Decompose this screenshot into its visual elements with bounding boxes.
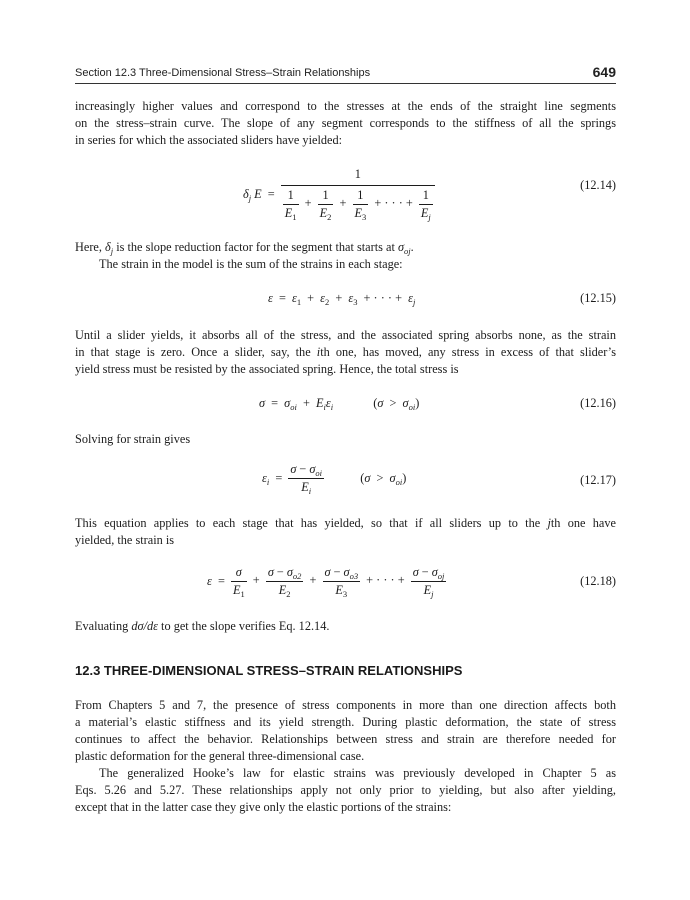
text-line: increasingly higher values and correspond to the stresses at the ends of the straight line segments: [75, 99, 616, 113]
equals-sign: =: [217, 574, 225, 588]
subscript: oj: [404, 246, 411, 256]
equation-12-15: [268, 291, 415, 306]
subscript: oi: [395, 477, 403, 487]
section-label: Section 12.3 Three-Dimensional Stress–Strain Relationships: [75, 67, 371, 79]
subscript: 2: [286, 589, 291, 599]
sigma: σ: [324, 565, 331, 579]
running-header: [75, 64, 616, 83]
subscript: 3: [362, 212, 367, 222]
equals-sign: =: [278, 291, 286, 305]
sigma: σ: [309, 462, 316, 476]
subscript: 2: [325, 297, 330, 307]
subscript: oi: [290, 402, 297, 412]
eq18-lhs: [207, 574, 228, 589]
paren: (: [360, 471, 365, 485]
equation-number: (12.16): [580, 396, 616, 410]
plus-sign: +: [252, 573, 260, 588]
paren: ): [402, 471, 407, 485]
paragraph-5: [75, 515, 616, 549]
plus-sign: +: [307, 291, 315, 305]
epsilon: ε: [268, 291, 273, 305]
subscript: j: [110, 246, 114, 256]
numerator: 1: [281, 167, 435, 186]
paragraph-8: [75, 765, 616, 816]
text-run: This equation applies to each stage that has yielded, so that if all sliders up to the: [75, 516, 548, 530]
subscript: j: [428, 212, 431, 222]
text-line: [75, 618, 616, 635]
E: E: [354, 206, 363, 220]
text-line: Solving for strain gives: [75, 432, 191, 446]
sigma: σ: [343, 565, 350, 579]
epsilon: ε: [325, 396, 331, 410]
section-heading: 12.3 THREE-DIMENSIONAL STRESS–STRAIN RELATIONSHIPS: [75, 663, 463, 678]
epsilon: ε: [262, 471, 267, 485]
sigma: σ: [267, 565, 274, 579]
E: E: [301, 480, 309, 494]
text-line: a material’s elastic stiffness and its yield strength. During plastic deformation, the state of stress: [75, 715, 616, 729]
denominator: [288, 479, 324, 495]
numerator: [266, 565, 304, 582]
plus-sign: +: [335, 291, 343, 305]
text-line: The strain in the model is the sum of the strains in each stage:: [99, 257, 403, 271]
E: E: [319, 206, 328, 220]
ellipsis: + · · · +: [366, 573, 405, 588]
subscript: o3: [349, 571, 359, 581]
text-line: continues to affect the behavior. Relationships between stress and strain are therefore needed for: [75, 732, 616, 746]
italic-j: j: [547, 516, 551, 530]
equation-number: (12.14): [580, 178, 616, 192]
text-run: Here,: [75, 240, 106, 254]
text-line: [75, 344, 616, 361]
text-run: in that stage is zero. Once a slider, say, the: [75, 345, 317, 359]
subscript: j: [412, 297, 416, 307]
sigma: σ: [431, 565, 438, 579]
fraction-term: [419, 188, 433, 221]
paren: (: [373, 396, 378, 410]
text-line: Eqs. 5.26 and 5.27. These relationships apply not only prior to yielding, but also after yielding,: [75, 783, 616, 797]
subscript: 1: [240, 589, 245, 599]
fraction-term: [353, 188, 369, 221]
term-numerator: 1: [318, 188, 334, 205]
text-run: th one, has moved, any stress in excess of that slider’s: [320, 345, 616, 359]
numerator: [288, 462, 324, 479]
subscript: j: [431, 589, 434, 599]
equation-number: (12.15): [580, 291, 616, 305]
E: E: [232, 583, 241, 597]
paragraph-6: [75, 618, 616, 635]
subscript: i: [266, 477, 270, 487]
fraction-term: [323, 565, 361, 598]
equation-12-17: [262, 462, 406, 495]
paren: ): [415, 396, 420, 410]
E: E: [335, 583, 343, 597]
subscript: 1: [296, 297, 302, 307]
denominator: [266, 582, 304, 598]
term-numerator: 1: [419, 188, 433, 205]
header-rule: [75, 83, 616, 84]
minus-sign: −: [276, 565, 284, 579]
eq14-lhs: [243, 187, 278, 202]
text-run: to get the slope verifies Eq. 12.14.: [157, 619, 330, 633]
E: E: [315, 396, 324, 410]
fraction-term: [283, 188, 299, 221]
subscript: i: [323, 402, 326, 412]
ellipsis: + · · · +: [374, 196, 413, 211]
denominator: [231, 582, 247, 598]
equation-number: (12.18): [580, 574, 616, 588]
equals-sign: =: [271, 396, 279, 410]
minus-sign: −: [421, 565, 429, 579]
term-denominator: [419, 205, 433, 221]
sigma: σ: [259, 396, 266, 410]
eq17-condition: [360, 471, 406, 486]
epsilon: ε: [348, 291, 354, 305]
epsilon: ε: [291, 291, 297, 305]
term-denominator: [353, 205, 369, 221]
fraction-term: [266, 565, 304, 598]
text-line: The generalized Hooke’s law for elastic strains was previously developed in Chapter 5 as: [99, 766, 616, 780]
italic-i: i: [316, 345, 321, 359]
text-line: yield stress must be resisted by the associated spring. Hence, the total stress is: [75, 362, 459, 376]
numerator: [231, 565, 247, 582]
subscript: 3: [342, 589, 348, 599]
modulus-symbol: E: [254, 186, 262, 201]
delta-symbol: δ: [105, 240, 111, 254]
E: E: [420, 206, 429, 220]
term-numerator: 1: [353, 188, 369, 205]
equation-12-16: [259, 396, 419, 411]
equation-12-14: [243, 167, 435, 221]
text-run: .: [410, 240, 414, 254]
text-line: [75, 239, 616, 256]
subscript: 1: [292, 212, 297, 222]
subscript: oj: [437, 571, 445, 581]
text-line: yielded, the strain is: [75, 533, 175, 547]
text-line: on the stress–strain curve. The slope of any segment corresponds to the stiffness of all the springs: [75, 116, 616, 130]
text-run: th one have: [550, 516, 616, 530]
page-number: 649: [592, 64, 616, 80]
E: E: [423, 583, 432, 597]
sigma: σ: [377, 396, 384, 410]
sigma: σ: [290, 462, 297, 476]
plus-sign: +: [339, 196, 347, 211]
term-denominator: [318, 205, 334, 221]
sigma: σ: [235, 565, 242, 579]
sigma: σ: [389, 471, 396, 485]
eq17-lhs: [262, 471, 285, 486]
derivative-expression: dσ/dε: [131, 619, 158, 633]
paragraph-1: [75, 98, 616, 149]
term-denominator: [283, 205, 299, 221]
plus-sign: +: [302, 396, 310, 410]
equation-12-18: [207, 565, 446, 598]
fraction-term: [411, 565, 447, 598]
subscript: oi: [408, 402, 416, 412]
text-line: From Chapters 5 and 7, the presence of stress components in more than one direction affects both: [75, 698, 616, 712]
sigma: σ: [364, 471, 371, 485]
subscript: 3: [353, 297, 358, 307]
subscript: i: [308, 486, 312, 496]
equals-sign: =: [275, 471, 283, 485]
minus-sign: −: [299, 462, 307, 476]
subscript: oi: [315, 468, 323, 478]
text-line: [75, 515, 616, 532]
eq14-main-fraction: [281, 167, 435, 221]
paragraph-3: [75, 327, 616, 378]
paragraph-4: [75, 431, 616, 448]
text-run: is the slope reduction factor for the segment that starts at: [113, 240, 398, 254]
sigma: σ: [402, 396, 409, 410]
term-numerator: 1: [283, 188, 299, 205]
equals-sign: =: [267, 186, 275, 201]
sigma: σ: [284, 396, 291, 410]
fraction-term: [318, 188, 334, 221]
greater-than: >: [389, 396, 397, 410]
E: E: [284, 206, 293, 220]
subscript: o2: [292, 571, 302, 581]
text-line: in series for which the associated sliders have yielded:: [75, 133, 343, 147]
ellipsis: + · · · +: [363, 291, 402, 305]
epsilon: ε: [408, 291, 413, 305]
E: E: [278, 583, 287, 597]
denominator: [281, 186, 435, 221]
subscript: i: [330, 402, 334, 412]
text-line: plastic deformation for the general three-dimensional case.: [75, 749, 365, 763]
plus-sign: +: [304, 196, 312, 211]
subscript: 2: [327, 212, 332, 222]
minus-sign: −: [333, 565, 341, 579]
paragraph-2: [75, 239, 616, 273]
denominator: [411, 582, 447, 598]
sigma-symbol: σ: [397, 240, 405, 254]
eq17-fraction: [288, 462, 324, 495]
numerator: [323, 565, 361, 582]
delta-symbol: δ: [243, 186, 249, 201]
greater-than: >: [376, 471, 384, 485]
equation-number: (12.17): [580, 473, 616, 487]
plus-sign: +: [309, 573, 317, 588]
paragraph-7: [75, 697, 616, 765]
text-line: Until a slider yields, it absorbs all of the stress, and the associated spring absorbs none, as the strain: [75, 328, 616, 342]
sigma: σ: [412, 565, 419, 579]
subscript: j: [248, 192, 252, 203]
epsilon: ε: [320, 291, 326, 305]
text-line: except that in the latter case they give only the elastic portions of the strains:: [75, 800, 452, 814]
epsilon: ε: [207, 574, 212, 588]
fraction-term: [231, 565, 247, 598]
sigma: σ: [286, 565, 293, 579]
text-run: Evaluating: [75, 619, 132, 633]
numerator: [411, 565, 447, 582]
denominator: [323, 582, 361, 598]
